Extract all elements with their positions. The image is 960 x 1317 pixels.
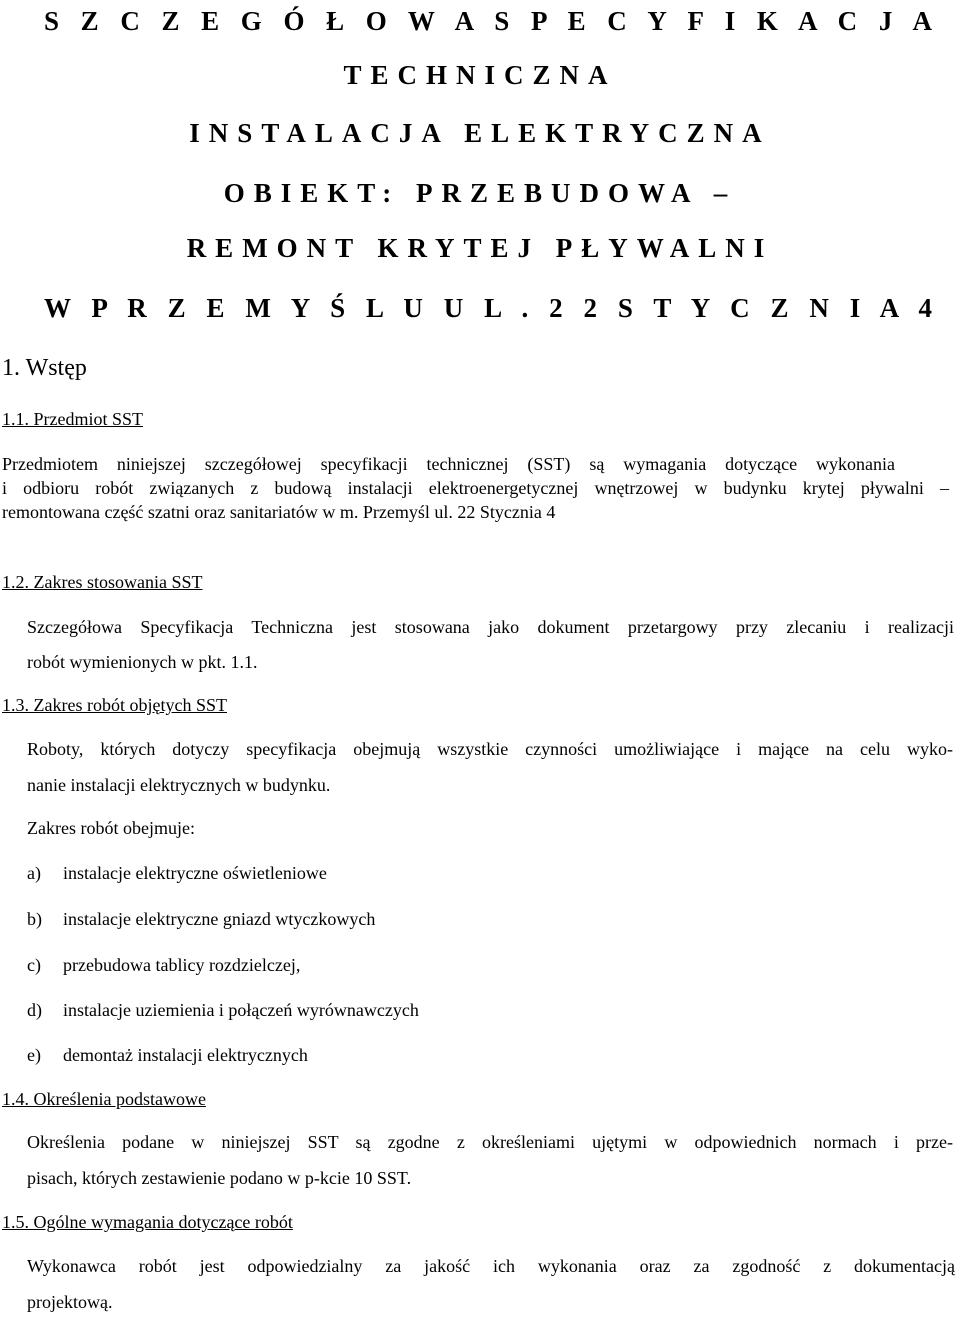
list-item-text: instalacje elektryczne gniazd wtyczkowych — [63, 909, 376, 929]
scope-intro: Zakres robót obejmuje: — [27, 818, 195, 838]
list-item — [27, 1001, 419, 1019]
subsection-heading-1-2 — [2, 573, 202, 591]
subsection-heading-1-4 — [2, 1090, 206, 1108]
subsection-title: Ogólne wymagania dotyczące robót — [33, 1212, 293, 1232]
paragraph-line: Przedmiotem niniejszej szczegółowej specyfikacji technicznej (SST) są wymagania dotyczące wykonania — [2, 454, 895, 474]
paragraph-line: pisach, których zestawienie podano w p-kcie 10 SST. — [27, 1168, 412, 1188]
subsection-title: Określenia podstawowe — [33, 1089, 206, 1109]
title-line-4: OBIEKT: PRZEBUDOWA – — [223, 178, 737, 208]
title-line-6: W P R Z E M Y Ś L U U L . 2 2 S T Y C Z N I A 4 — [44, 293, 938, 323]
subsection-number: 1.3. — [2, 695, 29, 715]
subsection-number: 1.2. — [2, 572, 29, 592]
paragraph-line: nanie instalacji elektrycznych w budynku. — [27, 775, 331, 795]
subsection-title: Zakres robót objętych SST — [33, 695, 227, 715]
subsection-heading-1-1 — [2, 410, 143, 428]
subsection-heading-1-3 — [2, 696, 227, 714]
list-item — [27, 1046, 308, 1064]
list-item-text: przebudowa tablicy rozdzielczej, — [63, 955, 301, 975]
title-line-2: TECHNICZNA — [343, 60, 617, 90]
list-marker: d) — [27, 1000, 42, 1020]
paragraph-line: robót wymienionych w pkt. 1.1. — [27, 652, 258, 672]
title-line-3: INSTALACJA ELEKTRYCZNA — [189, 118, 771, 148]
paragraph-line: Roboty, których dotyczy specyfikacja obejmują wszystkie czynności umożliwiające i mające na celu wyko- — [27, 739, 953, 759]
list-marker: b) — [27, 909, 42, 929]
list-item-text: instalacje uziemienia i połączeń wyrównawczych — [63, 1000, 419, 1020]
list-item-text: demontaż instalacji elektrycznych — [63, 1045, 308, 1065]
subsection-number: 1.1. — [2, 409, 29, 429]
paragraph-line: i odbioru robót związanych z budową instalacji elektroenergetycznej wnętrzowej w budynku krytej pływalni – — [2, 478, 949, 498]
subsection-title: Przedmiot SST — [33, 409, 144, 429]
list-item — [27, 910, 375, 928]
list-marker: c) — [27, 955, 41, 975]
subsection-heading-1-5 — [2, 1213, 293, 1231]
title-line-1: S Z C Z E G Ó Ł O W A S P E C Y F I K A C J A — [44, 6, 938, 36]
title-line-5: REMONT KRYTEJ PŁYWALNI — [186, 233, 774, 263]
subsection-number: 1.4. — [2, 1089, 29, 1109]
paragraph-line: Określenia podane w niniejszej SST są zgodne z określeniami ujętymi w odpowiednich normach i prze- — [27, 1132, 953, 1152]
subsection-number: 1.5. — [2, 1212, 29, 1232]
list-item — [27, 864, 327, 882]
paragraph-line: Szczegółowa Specyfikacja Techniczna jest stosowana jako dokument przetargowy przy zlecaniu i realizacji — [27, 617, 954, 637]
paragraph-line: remontowana część szatni oraz sanitariatów w m. Przemyśl ul. 22 Stycznia 4 — [2, 502, 556, 522]
section-heading-1: 1. Wstęp — [2, 355, 87, 381]
paragraph-line: projektową. — [27, 1292, 113, 1312]
list-item — [27, 956, 300, 974]
list-item-text: instalacje elektryczne oświetleniowe — [63, 863, 327, 883]
paragraph-line: Wykonawca robót jest odpowiedzialny za jakość ich wykonania oraz za zgodność z dokumentacją — [27, 1256, 955, 1276]
subsection-title: Zakres stosowania SST — [33, 572, 203, 592]
list-marker: e) — [27, 1045, 41, 1065]
list-marker: a) — [27, 863, 41, 883]
